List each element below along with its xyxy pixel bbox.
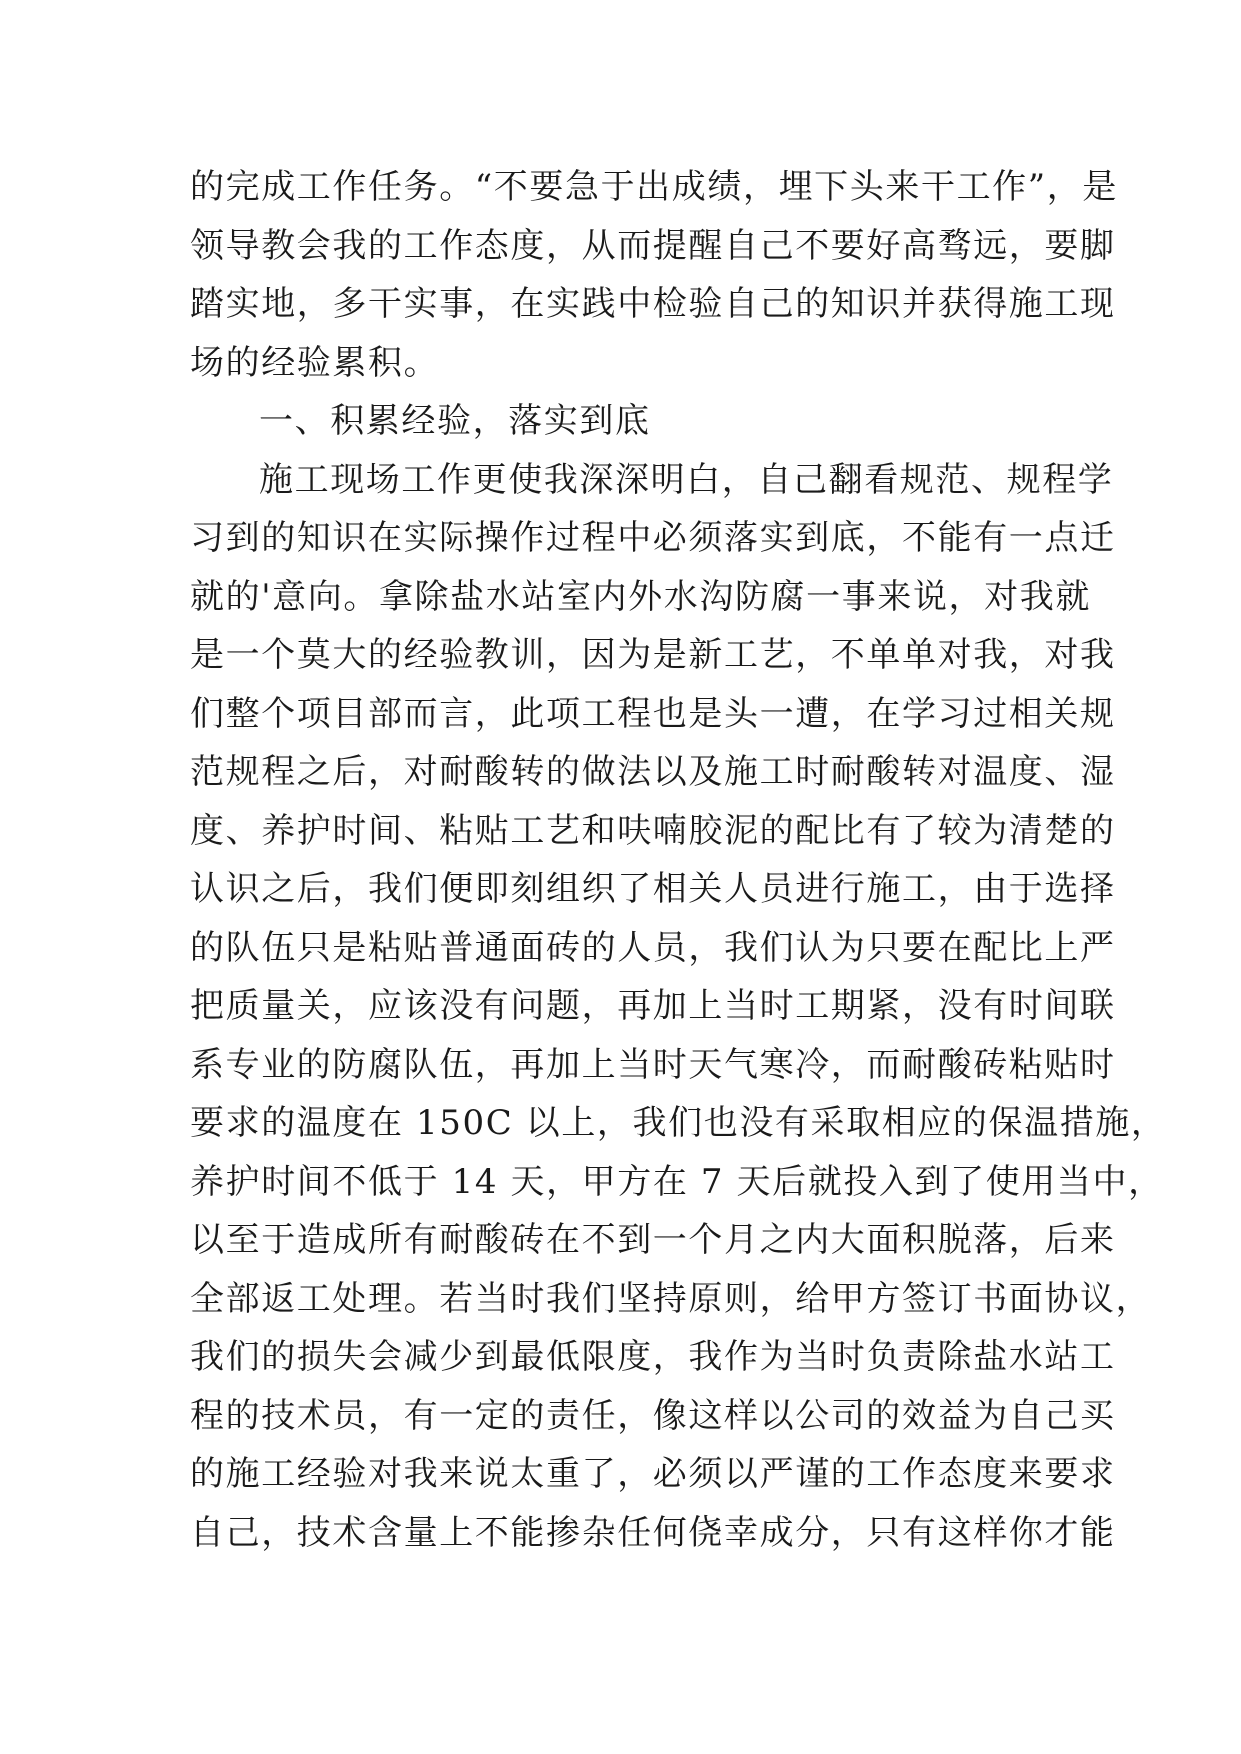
text-line: 的施工经验对我来说太重了，必须以严谨的工作态度来要求 — [190, 1454, 1116, 1494]
text-line: 度、养护时间、粘贴工艺和呋喃胶泥的配比有了较为清楚的 — [190, 810, 1116, 851]
text-line: 的完成工作任务。“不要急于出成绩，埋下头来干工作”，是 — [190, 167, 1118, 207]
section-heading: 一、积累经验，落实到底 — [259, 401, 651, 441]
text-line: 习到的知识在实际操作过程中必须落实到底，不能有一点迁 — [190, 518, 1116, 558]
text-line: 施工现场工作更使我深深明白，自己翻看规范、规程学 — [259, 459, 1114, 500]
text-line: 踏实地，多干实事，在实践中检验自己的知识并获得施工现 — [190, 284, 1116, 324]
text-line: 全部返工处理。若当时我们坚持原则，给甲方签订书面协议， — [190, 1278, 1152, 1319]
text-line: 系专业的防腐队伍，再加上当时天气寒冷，而耐酸砖粘贴时 — [190, 1044, 1116, 1085]
text-line: 要求的温度在 150C 以上，我们也没有采取相应的保温措施， — [190, 1103, 1167, 1143]
text-line: 程的技术员，有一定的责任，像这样以公司的效益为自己买 — [190, 1395, 1116, 1436]
text-line: 的队伍只是粘贴普通面砖的人员，我们认为只要在配比上严 — [190, 927, 1116, 968]
text-line: 场的经验累积。 — [190, 342, 440, 383]
text-line: 以至于造成所有耐酸砖在不到一个月之内大面积脱落，后来 — [190, 1220, 1116, 1260]
text-line: 是一个莫大的经验教训，因为是新工艺，不单单对我，对我 — [190, 635, 1116, 675]
text-line: 认识之后，我们便即刻组织了相关人员进行施工，由于选择 — [190, 869, 1116, 909]
text-line: 我们的损失会减少到最低限度，我作为当时负责除盐水站工 — [190, 1337, 1116, 1377]
text-line: 们整个项目部而言，此项工程也是头一遭，在学习过相关规 — [190, 693, 1116, 734]
text-line: 养护时间不低于 14 天，甲方在 7 天后就投入到了使用当中， — [190, 1161, 1164, 1202]
text-line: 范规程之后，对耐酸转的做法以及施工时耐酸转对温度、湿 — [190, 752, 1116, 792]
text-line: 自己，技术含量上不能掺杂任何侥幸成分，只有这样你才能 — [190, 1512, 1116, 1553]
document-body — [190, 158, 1167, 1562]
text-line: 就的'意向。拿除盐水站室内外水沟防腐一事来说，对我就 — [190, 576, 1091, 617]
text-line: 把质量关，应该没有问题，再加上当时工期紧，没有时间联 — [190, 986, 1116, 1026]
text-line: 领导教会我的工作态度，从而提醒自己不要好高骛远，要脚 — [190, 225, 1116, 266]
